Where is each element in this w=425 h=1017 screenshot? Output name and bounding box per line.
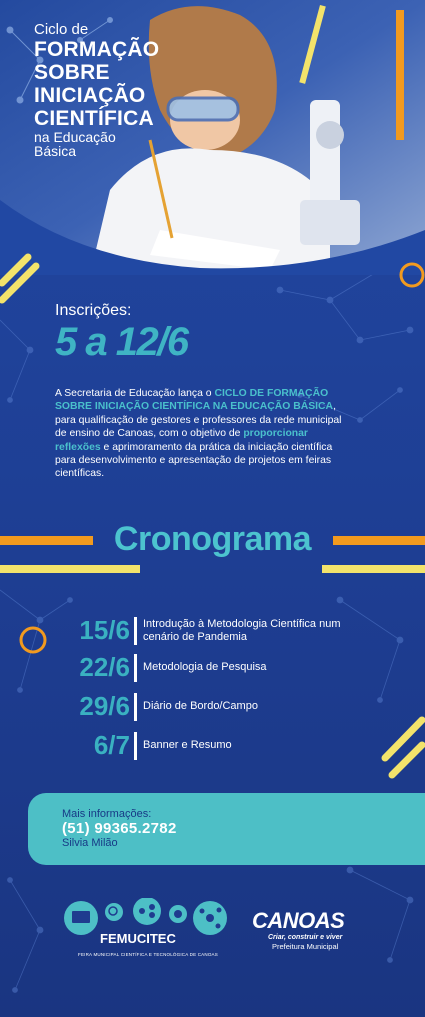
schedule-divider [134,732,137,760]
schedule-topic: Metodologia de Pesquisa [143,661,267,673]
inscricoes-dates: 5 a 12/6 [55,320,188,364]
cronograma-title: Cronograma [113,520,312,558]
intro-text-3: e aprimoramento da prática da iniciação científica para desenvolvimento e apresentação de projetos em feiras científicas. [55,441,333,480]
intro-text-2: , para qualificação de gestores e professores da rede municipal de ensino de Canoas, com o objetivo de [55,401,342,440]
intro-paragraph [55,387,355,481]
hero-title-line-3: INICIAÇÃO [34,84,146,107]
schedule-date: 22/6 [79,652,130,682]
canoas-subtitle: Prefeitura Municipal [272,942,339,951]
canoas-slogan: Criar, construir e viver [268,934,343,941]
schedule-item [0,691,353,722]
contact-name: Silvia Milão [62,837,118,849]
schedule-divider [134,654,137,682]
hero-title-line-1: FORMAÇÃO [34,38,160,61]
intro-highlight-1: CICLO DE FORMAÇÃO SOBRE INICIAÇÃO CIENTÍFICA NA EDUCAÇÃO BÁSICA [55,388,334,413]
schedule-item [0,652,353,683]
schedule-item [0,730,353,761]
hero-subtitle-line-1: na Educação [34,129,116,145]
schedule-topic: Introdução à Metodologia Científica num cenário de Pandemia [143,617,341,643]
contact-phone[interactable]: (51) 99365.2782 [62,820,177,837]
schedule-topic: Diário de Bordo/Campo [143,700,258,712]
schedule-date: 15/6 [79,615,130,645]
inscricoes-label: Inscrições: [55,302,132,319]
hero-pre-title: Ciclo de [34,21,89,38]
intro-highlight-2: proporcionar reflexões [55,428,308,453]
intro-text-1: A Secretaria de Educação lança o [55,388,215,399]
hero-title-line-2: SOBRE [34,61,110,84]
hero-subtitle-line-2: Básica [34,143,77,159]
schedule-item [0,615,353,646]
hero-title-line-4: CIENTÍFICA [34,107,154,130]
femucitec-subtitle: FEIRA MUNICIPAL CIENTÍFICA E TECNOLÓGICA DE CANOAS [78,952,218,957]
schedule-date: 6/7 [93,730,130,760]
schedule-date: 29/6 [79,691,130,721]
canoas-logo: CANOAS [252,908,345,933]
contact-label: Mais informações: [62,808,152,820]
schedule-divider [134,693,137,721]
schedule-divider [134,617,137,645]
femucitec-name: FEMUCITEC [100,931,176,946]
schedule-topic: Banner e Resumo [143,739,232,751]
